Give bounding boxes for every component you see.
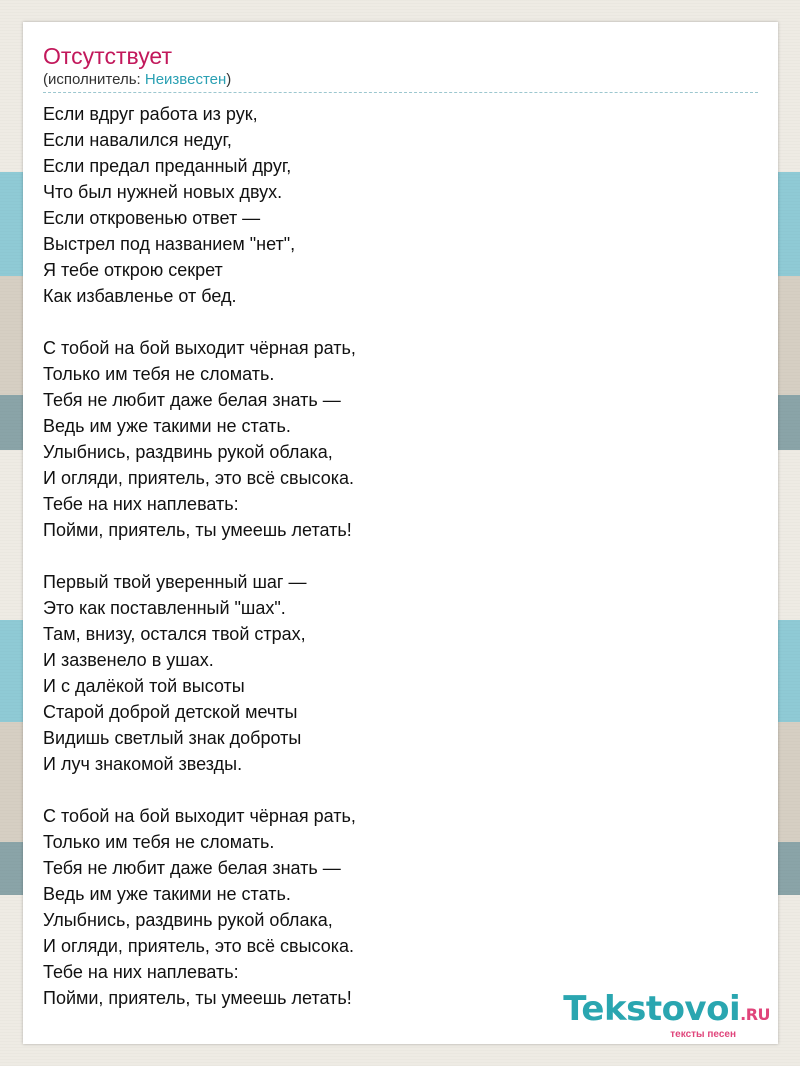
artist-line (43, 70, 758, 93)
lyric-line: Первый твой уверенный шаг — (43, 572, 307, 592)
lyric-line: Там, внизу, остался твой страх, (43, 624, 306, 644)
lyric-line: Только им тебя не сломать. (43, 364, 275, 384)
artist-link[interactable]: Неизвестен (144, 71, 227, 88)
lyrics-stanza (43, 803, 758, 1011)
lyric-line: И с далёкой той высоты (43, 676, 245, 696)
tekstovoi-watermark (563, 991, 770, 1040)
lyric-line: Как избавленье от бед. (43, 286, 237, 306)
lyric-line: С тобой на бой выходит чёрная рать, (43, 806, 356, 826)
lyric-line: Ведь им уже такими не стать. (43, 884, 291, 904)
lyrics-sheet (23, 22, 778, 1044)
lyric-line: Если предал преданный друг, (43, 156, 292, 176)
lyric-line: И луч знакомой звезды. (43, 754, 243, 774)
lyric-line: С тобой на бой выходит чёрная рать, (43, 338, 356, 358)
lyrics-body (43, 101, 758, 1011)
lyric-line: Что был нужней новых двух. (43, 182, 283, 202)
lyric-line: Старой доброй детской мечты (43, 702, 298, 722)
watermark-brand: Tekstovoi (563, 989, 741, 1029)
watermark-tld: .RU (740, 1005, 770, 1024)
lyric-line: Тебя не любит даже белая знать — (43, 858, 341, 878)
lyric-line: Тебя не любит даже белая знать — (43, 390, 341, 410)
artist-prefix: (исполнитель: (43, 71, 145, 88)
artist-suffix: ) (226, 71, 232, 88)
lyrics-stanza (43, 569, 758, 777)
lyric-line: Улыбнись, раздвинь рукой облака, (43, 442, 333, 462)
lyrics-stanza (43, 101, 758, 309)
lyric-line: Видишь светлый знак доброты (43, 728, 302, 748)
lyric-line: И огляди, приятель, это всё свысока. (43, 936, 355, 956)
lyric-line: Если навалился недуг, (43, 130, 232, 150)
lyric-line: И зазвенело в ушах. (43, 650, 214, 670)
lyric-line: Выстрел под названием "нет", (43, 234, 296, 254)
watermark-tagline: тексты песен (670, 1029, 736, 1040)
lyric-line: Если вдруг работа из рук, (43, 104, 258, 124)
lyric-line: Ведь им уже такими не стать. (43, 416, 291, 436)
lyrics-stanza (43, 335, 758, 543)
lyric-line: Улыбнись, раздвинь рукой облака, (43, 910, 333, 930)
lyric-line: Пойми, приятель, ты умеешь летать! (43, 988, 352, 1008)
lyric-line: Это как поставленный "шах". (43, 598, 286, 618)
lyric-line: Только им тебя не сломать. (43, 832, 275, 852)
lyric-line: Я тебе открою секрет (43, 260, 223, 280)
lyric-line: Пойми, приятель, ты умеешь летать! (43, 520, 352, 540)
watermark-logo (563, 991, 770, 1033)
lyric-line: И огляди, приятель, это всё свысока. (43, 468, 355, 488)
lyric-line: Тебе на них наплевать: (43, 494, 239, 514)
lyric-line: Если откровенью ответ — (43, 208, 261, 228)
lyric-line: Тебе на них наплевать: (43, 962, 239, 982)
song-title: Отсутствует (43, 43, 172, 69)
